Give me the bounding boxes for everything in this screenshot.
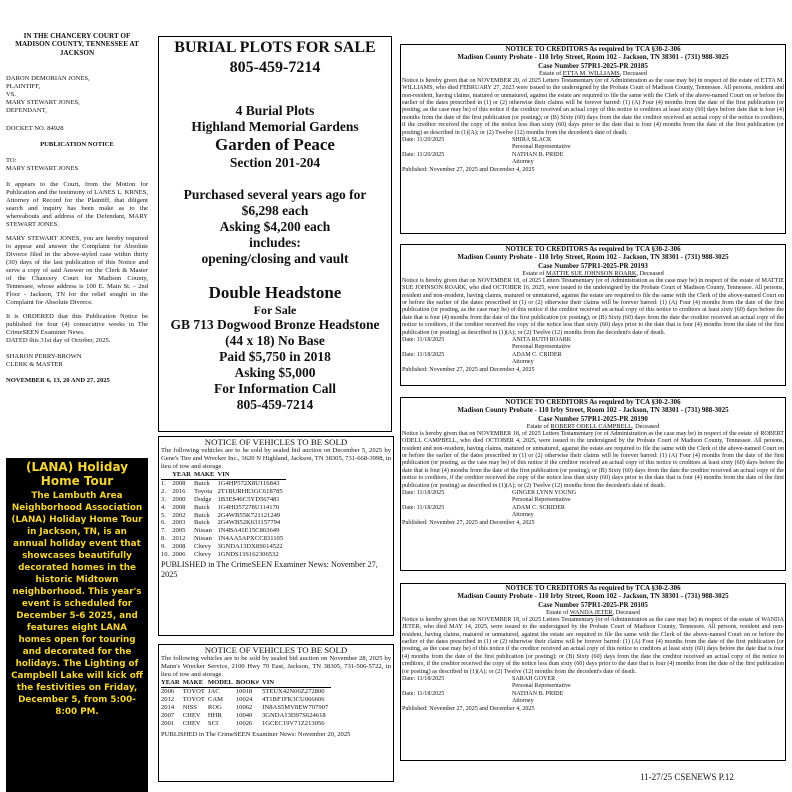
table-cell: 2006: [161, 687, 175, 695]
representative-name: GINGER LYNN YOUNG: [512, 490, 577, 497]
burial-line-6: $6,298 each: [241, 203, 309, 218]
table-cell: 3GNDA13DX8S614522: [217, 543, 283, 551]
table-row: [161, 704, 331, 712]
table-cell: 2012: [161, 695, 175, 703]
table-row: [161, 519, 286, 527]
table-cell: 2G4WB55K721121249: [217, 511, 281, 519]
notice-paragraph-1: It appears to the Court, from the Motion for Publication and the testimony of LANES L. KRNES, Attorney of Record for the Plaintiff, that diligent search and inquiry has been make as to the whereabouts and address of the Defendant, MARY STEWART JONES.: [6, 181, 148, 229]
vehicles-intro: The following vehicles are to be sold by sealed bid auction on December 5, 2025 by Gene's Tire and Wrecker Inc., 3620 N Highland, Jackson, TN 38305, 731-668-3998, in lieu of tow and storage.: [161, 447, 391, 470]
table-cell: 4T1BF1FK3CU066606: [261, 695, 325, 703]
burial-title: BURIAL PLOTS FOR SALE: [174, 39, 376, 56]
estate-prefix: Estate of: [546, 609, 570, 617]
court-header: IN THE CHANCERY COURT OF MADISON COUNTY, TENNESSEE AT JACKSON: [15, 32, 139, 57]
table-cell: 10062: [235, 703, 253, 711]
table-cell: 2006: [172, 551, 186, 559]
table-header-row: [161, 679, 331, 687]
estate-line: [402, 70, 784, 78]
creditors-notice: [400, 397, 786, 571]
table-cell: ROG: [207, 703, 222, 711]
table-cell: 1N4BA41E15C863649: [217, 527, 280, 535]
signature-line: [402, 352, 784, 359]
table-row: [161, 696, 331, 704]
estate-line: [402, 609, 784, 617]
signature-line: [402, 337, 784, 344]
representative-name: SHIRA SLACK: [512, 137, 552, 144]
signature-date: Date: 11/18/2025: [402, 676, 445, 683]
headstone-line-3: Paid $5,750 in 2018: [219, 349, 331, 364]
probate-court: Madison County Probate - 110 Irby Street, Room 102 - Jackson, TN 38301 - (731) 988-3025: [457, 592, 729, 601]
table-cell: 2008: [172, 503, 186, 511]
publication-notice: [6, 32, 148, 385]
table-cell: 2.: [161, 487, 166, 495]
estate-line: [402, 270, 784, 278]
table-cell: CHEV: [182, 719, 201, 727]
vehicles-notice-2: [158, 644, 394, 782]
attorney-name: NATHAN B. PRIDE: [512, 151, 564, 158]
signature-line: [402, 137, 784, 144]
table-cell: Chevy: [193, 551, 212, 559]
estate-suffix: , Deceased: [636, 270, 664, 278]
representative-role: Personal Representative: [512, 683, 571, 690]
table-row: [161, 479, 286, 487]
attorney-role: Attorney: [512, 698, 534, 705]
table-cell: TOYOT: [182, 687, 205, 695]
creditors-notice: [400, 44, 786, 234]
table-row: [161, 527, 286, 535]
dated-line: DATED this 31st day of October, 2025.: [6, 337, 111, 345]
probate-court: Madison County Probate - 110 Irby Street, Room 102 - Jackson, TN 38301 - (731) 988-3025: [457, 406, 729, 415]
burial-line-2: Highland Memorial Gardens: [191, 119, 359, 134]
signature-role-line: [402, 512, 784, 519]
notice-title: NOTICE TO CREDITORS As required by TCA §30-2-306: [505, 398, 681, 406]
representative-role: Personal Representative: [512, 144, 571, 151]
burial-line-1: 4 Burial Plots: [235, 103, 315, 118]
table-cell: 3GNDA13D97S624618: [261, 711, 326, 719]
table-cell: 2000: [172, 495, 186, 503]
table-cell: JN8AS5MV8EW707907: [261, 703, 329, 711]
notice-body: Notice is hereby given that on NOVEMBER 18, of 2025 Letters Testamentary (or of Administration as the case may be) in respect of the estate of ROBERT ODELL CAMPBELL, who died OCTOBER 4, 2025, were issued to the undersigned by the Probate Court of Madison County, Tennessee. All persons, resident and non-resident, having claims, matured or unmatured, against the estate are required to file the same with the Clerk of the above-named Court on or before the earlier of the dates prescribed in (1) or (2) otherwise their claims will be forever barred: (1) (A) Four (4) months from the date of the first publication (or posting, as the case may be) of this notice if the creditor received an actual copy of this notice to creditors at least sixty (60) days before the date that is four (4) months from the date of the first publication (or posting); or (B) Sixty (60) days from the date the creditor received an actual copy of the notice to creditors, if the creditor received the copy of the notice less than sixty (60) days prior to the date that is four (4) months from the date of the first publication (or posting) as described in (1)(A); or (2) Twelve (12) months from the decedent's date of death.: [402, 430, 784, 489]
notice-published: Published: November 27, 2025 and December 4, 2025: [402, 519, 535, 526]
attorney-role: Attorney: [512, 359, 534, 366]
column-header: VIN: [217, 471, 286, 479]
attorney-role: Attorney: [512, 512, 534, 519]
signer-title: CLERK & MASTER: [6, 361, 63, 369]
table-cell: SCI: [207, 719, 219, 727]
attorney-name: ADAM C. SCRIDER: [512, 504, 565, 511]
table-cell: 1B3ES46C5YD567481: [217, 495, 280, 503]
notice-title: NOTICE TO CREDITORS As required by TCA §30-2-306: [505, 45, 681, 53]
creditors-notice: [400, 244, 786, 386]
table-cell: 3.: [161, 495, 166, 503]
table-cell: 10040: [235, 711, 253, 719]
table-cell: TOYOT: [182, 695, 205, 703]
table-cell: JAC: [207, 687, 220, 695]
vehicles-table: [161, 679, 331, 727]
burial-phone: 805-459-7214: [229, 59, 321, 76]
estate-suffix: , Deceased: [612, 609, 640, 617]
headstone-line-6: 805-459-7214: [236, 397, 314, 412]
signature-date: Date: 11/18/2025: [402, 690, 445, 697]
representative-name: SARAH GOYER: [512, 676, 556, 683]
table-cell: 1G4HP572X8U116843: [217, 479, 280, 487]
table-cell: 10024: [235, 695, 253, 703]
notice-body: Notice is hereby given that on NOVEMBER 20, of 2025 Letters Testamentary (or of Administration as the case may be) in respect of the estate of ETTA M. WILLIAMS, who died FEBRUARY 27, 2023 were issued to the undersigned by the Probate Court of Madison County, Tennessee. All persons, resident and non-resident, having claims, matured or unmatured, against the estate are required to file the same with the Clerk of the above-named Court on or before the earlier of the dates prescribed in (1) or (2) otherwise their claims will be forever barred: (1) (A) Four (4) months from the date of the first publication (or posting, as the case may be) of this notice if the creditor received an actual copy of this notice to creditors at least sixty (60) days before date that is four (4) months from the date of the first publication (or posting); or (B) Sixty (60) days from the date the creditor received an actual copy of the notice to creditors, if the creditor received the copy of the notice less than sixty (60) days prior to the date that is four (4) months from the date of the first publication (or posting) as described in (1)(A); or (2) Twelve (12) months from the decedent's date of death.: [402, 77, 784, 136]
attorney-role: Attorney: [512, 159, 534, 166]
signature-line: [402, 505, 784, 512]
table-cell: 2012: [172, 535, 186, 543]
notice-title: NOTICE TO CREDITORS As required by TCA §30-2-306: [505, 245, 681, 253]
column-header: BOOK#: [236, 679, 262, 687]
estate-name: ETTA M. WILLIAMS: [562, 70, 620, 78]
burial-line-5: Purchased several years ago for: [183, 187, 367, 202]
table-cell: 5TEUX42N06Z272800: [261, 687, 325, 695]
table-cell: 10.: [161, 551, 170, 559]
estate-prefix: Estate of: [522, 270, 547, 278]
table-cell: 2003: [172, 519, 186, 527]
signature-line: [402, 676, 784, 683]
page-footer: 11-27/25 CSENEWS P.12: [640, 772, 734, 782]
headstone-line-5: For Information Call: [214, 381, 336, 396]
creditors-notice: [400, 583, 786, 761]
table-cell: 6.: [161, 519, 166, 527]
column-header: MODEL: [208, 679, 236, 687]
column-header: MAKE: [194, 471, 218, 479]
table-cell: 2T1BURHE3GC618785: [217, 487, 283, 495]
table-cell: 10026: [235, 719, 253, 727]
headstone-line-2: (44 x 18) No Base: [225, 333, 325, 348]
notice-paragraph-2: MARY STEWART JONES, you are hereby required to appear and answer the Complaint for Absolute Divorce filed in the above-styled case within thirty (30) days of the last publication of this Notice and serve a copy of said Answer on the Clerk & Master of the Chancery Court for Madison County, Tennessee, whose address is 100 E. Main St. - 2nd Floor - Jackson, TN for the relief sought in the Complaint for Absolute Divorce.: [6, 235, 148, 307]
estate-name: ROBERT ODELL CAMPBELL: [550, 423, 632, 431]
burial-line-3: Garden of Peace: [215, 135, 335, 154]
docket-number: DOCKET NO. 84928: [6, 125, 64, 133]
headstone-line-1: GB 713 Dogwood Bronze Headstone: [170, 317, 380, 332]
plaintiff-name: DARON DEMORIAN JONES,: [6, 75, 90, 83]
representative-role: Personal Representative: [512, 344, 571, 351]
table-cell: 2001: [161, 719, 175, 727]
signer-name: SHARON PERRY-BROWN: [6, 353, 82, 361]
table-cell: 2007: [161, 711, 175, 719]
table-row: [161, 543, 286, 551]
estate-name: MATTIE SUE JOHNSON ROARK: [546, 270, 637, 278]
table-cell: 1G4HD57278U114170: [217, 503, 280, 511]
table-cell: 8.: [161, 535, 166, 543]
defendant-role: DEFENDANT,: [6, 107, 47, 115]
plaintiff-role: PLAINTIFF,: [6, 83, 41, 91]
table-cell: CHEV: [182, 711, 201, 719]
table-cell: NISS: [182, 703, 197, 711]
notice-published: Published: November 27, 2025 and December 4, 2025: [402, 166, 535, 173]
case-number: Case Number 57PR1-2025-PR 20193: [538, 261, 648, 270]
vehicles-published: PUBLISHED in The CrimeSEEN Examiner News: November 27, 2025: [161, 559, 378, 579]
table-cell: 1.: [161, 479, 166, 487]
ad-title: (LANA) Holiday Home Tour: [25, 460, 129, 488]
signature-date: Date: 11/18/2025: [402, 490, 445, 497]
attorney-name: NATHAN B. PRIDE: [512, 690, 564, 697]
probate-court: Madison County Probate - 110 Irby Street, Room 102 - Jackson, TN 38301 - (731) 988-3025: [457, 253, 729, 262]
headstone-line-4: Asking $5,000: [234, 365, 316, 380]
attorney-name: ADAM C. CRIDER: [512, 351, 562, 358]
table-cell: 2005: [172, 527, 186, 535]
burial-line-4: Section 201-204: [229, 155, 321, 170]
signature-line: [402, 152, 784, 159]
table-cell: Dodge: [193, 495, 212, 503]
defendant-name: MARY STEWART JONES,: [6, 99, 80, 107]
estate-prefix: Estate of: [539, 70, 563, 78]
table-header-row: [161, 471, 286, 479]
burial-plots-ad: [158, 36, 392, 432]
vehicles-title: NOTICE OF VEHICLES TO BE SOLD: [204, 437, 348, 447]
holiday-home-tour-ad: [6, 458, 148, 792]
column-header: YEAR: [161, 679, 183, 687]
table-row: [161, 687, 331, 695]
table-row: [161, 551, 286, 559]
estate-prefix: Estate of: [526, 423, 551, 431]
column-header: MAKE: [183, 679, 208, 687]
table-cell: 1GNDS13S162306532: [217, 551, 279, 559]
representative-role: Personal Representative: [512, 497, 571, 504]
notice-body: Notice is hereby given that on NOVEMBER 18, of 2025 Letters Testamentary (or of Administration as the case may be) in respect of the estate of MATTIE SUE JOHNSON ROARK, who died OCTOBER 16, 2025, were issued to the undersigned by the Probate Court of Madison County, Tennessee. All persons, resident and non-resident, having claims, matured or unmatured, against the estate are required to file the same with the Clerk of the above-named Court on or before the earlier of the dates prescribed in (1) or (2) otherwise their claims will be forever barred: (1) (A) Four (4) months from the date of the first publication (or posting, as the case may be) of this notice if the creditor received an actual copy of this notice to creditors at least sixty (60) days before the date that is four (4) months from the date of the first publication (or posting); or (B) Sixty (60) days from the date the creditor received an actual copy of the notice to creditors, if the creditor received the copy of the notice less than sixty (60) days prior to the date that is four (4) months from the date of the first publication (or posting) as described in (1)(A); or (2) Twelve (12) months from the decedent's date of death.: [402, 277, 784, 336]
vehicles-intro: The following vehicles are to be sold by sealed bid auction on November 28, 2025 by Mann's Wrecker Service, 2100 Hwy 70 East, Jackson, TN 38305, 731-506-5722, in lieu of tow and storage.: [161, 655, 391, 678]
notice-to-name: MARY STEWART JONES: [6, 165, 79, 173]
table-cell: 2016: [172, 487, 186, 495]
case-number: Case Number 57PR1-2025-PR 20190: [538, 414, 648, 423]
table-cell: Buick: [193, 511, 210, 519]
table-cell: 5.: [161, 511, 166, 519]
vehicles-published: PUBLISHED in The CrimeSEEN Examiner News: November 20, 2025: [161, 731, 351, 739]
signature-role-line: [402, 159, 784, 166]
table-cell: CAM: [207, 695, 223, 703]
table-cell: Toyota: [193, 487, 213, 495]
notice-body: Notice is hereby given that on NOVEMBER 18, of 2025 Letters Testamentary (or of Administration as the case may be) in respect of the estate of WANDA JETER, who died MAY 14, 2025, were issued to the undersigned by the Probate Court of Madison County, Tennessee. All persons, resident and non-resident, having claims, matured or unmatured, against the estate are required to file the same with the Clerk of the above-named Court on or before the earlier of the dates prescribed in (1) or (2) otherwise their claims will be forever barred: (1) (A) Four (4) months from the date of the first publication (or posting, as the case may be) of this notice if the creditor received an actual copy of this notice to creditors at least sixty (60) days before the date that is four (4) months from the date of the first publication (or posting); or (B) Sixty (60) days from the date the creditor received an actual copy of the notice to creditors, if the creditor received the copy of the notice less than sixty (60) days prior to the date that is four (4) months from the date of the first publication (or posting) as described in (1)(A); or (2) Twelve (12) months from the decedent's date of death.: [402, 616, 784, 675]
table-cell: 2008: [172, 543, 186, 551]
signature-line: [402, 490, 784, 497]
signature-role-line: [402, 497, 784, 504]
table-row: [161, 720, 331, 728]
table-cell: 2014: [161, 703, 175, 711]
table-cell: 9.: [161, 543, 166, 551]
burial-line-7: Asking $4,200 each: [219, 219, 331, 234]
table-row: [161, 712, 331, 720]
estate-suffix: , Deceased: [619, 70, 647, 78]
table-cell: 2G4WB52K631157794: [217, 519, 281, 527]
table-cell: Nissan: [193, 535, 212, 543]
table-row: [161, 512, 286, 520]
notice-to: TO:: [6, 157, 17, 165]
signature-role-line: [402, 698, 784, 705]
table-cell: Buick: [193, 503, 210, 511]
case-number: Case Number 57PR1-2025-PR 20185: [538, 61, 648, 70]
representative-name: ANITA RUTH ROARK: [512, 337, 572, 344]
estate-line: [402, 423, 784, 431]
case-parties: [6, 75, 148, 115]
notice-published: Published: November 27, 2025 and December 4, 2025: [402, 705, 535, 712]
table-row: [161, 488, 286, 496]
vehicles-notice-1: [158, 436, 394, 636]
signature-line: [402, 691, 784, 698]
table-row: [161, 496, 286, 504]
vehicles-title: NOTICE OF VEHICLES TO BE SOLD: [204, 645, 348, 655]
table-cell: 10018: [235, 687, 253, 695]
table-row: [161, 535, 286, 543]
table-cell: 4.: [161, 503, 166, 511]
case-number: Case Number 57PR1-2025-PR 20105: [538, 600, 648, 609]
table-cell: 1GCEC19V71Z213056: [261, 719, 325, 727]
signature-role-line: [402, 359, 784, 366]
table-cell: Buick: [193, 479, 210, 487]
table-cell: Buick: [193, 519, 210, 527]
headstone-title: Double Headstone: [208, 283, 342, 302]
column-header: VIN: [262, 679, 331, 687]
ad-body: The Lambuth Area Neighborhood Association (LANA) Holiday Home Tour in Jackson, TN, is an annual holiday event that showcases beautifully decorated homes in the historic Midtown neighborhood. This year's event is scheduled for December 5-6 2025, and features eight LANA homes open for touring and decorated for the holidays. The Lighting of Campbell Lake will kick off the festivities on Friday, December 5, from 5:00-8:00 PM.: [11, 491, 143, 717]
table-cell: 2008: [172, 479, 186, 487]
estate-name: WANDA JETER: [569, 609, 613, 617]
publication-dates: NOVEMBER 6, 13, 20 AND 27, 2025: [6, 377, 110, 385]
signature-date: Date: 11/20/2025: [402, 151, 445, 158]
vehicles-table: [161, 471, 286, 559]
column-header: [161, 471, 172, 479]
signature-role-line: [402, 683, 784, 690]
table-cell: 1N4AA5APXCC831105: [217, 535, 284, 543]
table-cell: 2002: [172, 511, 186, 519]
versus: VS.: [6, 91, 17, 99]
probate-court: Madison County Probate - 110 Irby Street, Room 102 - Jackson, TN 38301 - (731) 988-3025: [457, 53, 729, 62]
table-cell: Nissan: [193, 527, 212, 535]
signature-date: Date: 11/18/2025: [402, 337, 445, 344]
notice-paragraph-3: It is ORDERED that this Publication Notice be published for four (4) consecutive weeks in The CrimeSEEN Examiner News.: [6, 313, 148, 337]
notice-published: Published: November 27, 2025 and December 4, 2025: [402, 366, 535, 373]
signature-date: Date: 11/18/2025: [402, 351, 445, 358]
table-row: [161, 504, 286, 512]
signature-date: Date: 11/18/2025: [402, 504, 445, 511]
column-header: YEAR: [172, 471, 194, 479]
estate-suffix: , Deceased: [631, 423, 660, 431]
notice-title: PUBLICATION NOTICE: [40, 141, 114, 149]
notice-title: NOTICE TO CREDITORS As required by TCA §30-2-306: [505, 584, 681, 592]
table-cell: 7.: [161, 527, 166, 535]
table-cell: Chevy: [193, 543, 212, 551]
headstone-for-sale: For Sale: [253, 303, 297, 317]
burial-line-9: opening/closing and vault: [201, 251, 349, 266]
table-cell: HHR: [207, 711, 222, 719]
signature-role-line: [402, 144, 784, 151]
signature-date: Date: 11/20/2025: [402, 137, 445, 144]
burial-line-8: includes:: [249, 235, 301, 250]
signature-role-line: [402, 344, 784, 351]
